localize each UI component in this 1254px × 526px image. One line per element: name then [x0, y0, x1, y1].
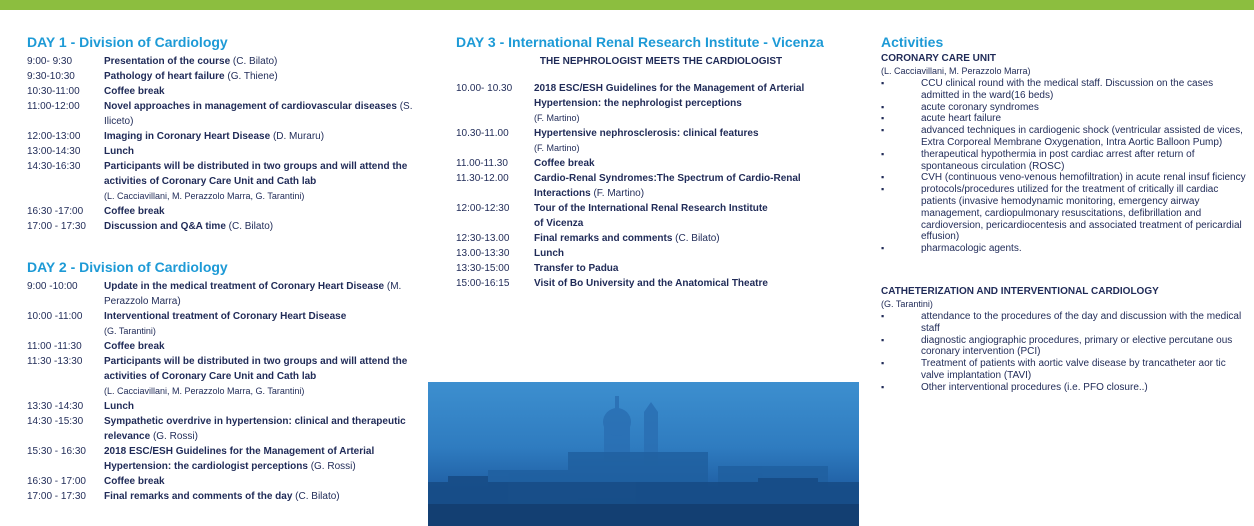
- activities-column: [881, 34, 1251, 394]
- row-speaker: (F. Martino): [534, 143, 580, 153]
- row-session: Transfer to Padua: [534, 263, 619, 274]
- schedule-row: [27, 69, 427, 84]
- row-session: Sympathetic overdrive in hypertension: clinical and therapeutic relevance: [104, 416, 406, 442]
- row-session: Final remarks and comments: [534, 233, 673, 244]
- day3-title: DAY 3 - International Renal Research Institute - Vicenza: [456, 34, 824, 50]
- row-time: 15:00-16:15: [456, 278, 510, 289]
- bullet-icon: ▪: [881, 172, 885, 183]
- row-time: 13.00-13:30: [456, 248, 510, 259]
- row-session: Coffee break: [104, 206, 165, 217]
- list-item: ▪ therapeutical hypothermia in post cardiac arrest after return of spontaneous circulation (ROSC): [881, 148, 1195, 172]
- bullet-icon: ▪: [881, 113, 885, 124]
- list-item: ▪ advanced techniques in cardiogenic shock (ventricular assisted de vices, Extra Corporeal Membrane Oxygenation, Intra Aortic Balloon Pump): [881, 125, 1243, 148]
- row-time: 13:30-15:00: [456, 263, 510, 274]
- row-session: Discussion and Q&A time: [104, 221, 226, 232]
- row-session: Tour of the International Renal Research Institute of Vicenza: [534, 203, 768, 229]
- cath-staff: (G. Tarantini): [881, 298, 933, 309]
- row-speaker: (F. Martino): [593, 188, 645, 199]
- schedule-row: [27, 99, 427, 129]
- row-time: 12:30-13.00: [456, 233, 510, 244]
- day1-schedule: [27, 54, 427, 234]
- row-time: 12:00-12:30: [456, 203, 510, 214]
- schedule-row: [456, 81, 846, 126]
- row-speaker: (C. Bilato): [228, 221, 274, 232]
- ccu-heading: CORONARY CARE UNIT: [881, 53, 997, 64]
- list-item: ▪ attendance to the procedures of the day and discussion with the medical staff: [881, 310, 1242, 334]
- row-time: 11:00 -11:30: [27, 341, 82, 352]
- row-speaker: (F. Martino): [534, 113, 580, 123]
- program-column-middle: [456, 34, 846, 291]
- schedule-row: [456, 171, 846, 201]
- ccu-list: [881, 78, 1251, 255]
- row-time: 14:30 -15:30: [27, 416, 84, 427]
- row-time: 9:30-10:30: [27, 71, 75, 82]
- row-speaker: (C. Bilato): [232, 56, 278, 67]
- row-time: 11.30-12.00: [456, 173, 509, 184]
- row-session: Cardio-Renal Syndromes:The Spectrum of Cardio-Renal Interactions: [534, 173, 801, 199]
- row-time: 16:30 -17:00: [27, 206, 84, 217]
- schedule-row: [27, 84, 427, 99]
- row-speaker: (C. Bilato): [295, 491, 340, 502]
- row-time: 15:30 - 16:30: [27, 446, 86, 457]
- schedule-row: [27, 144, 427, 159]
- schedule-row: [456, 246, 846, 261]
- schedule-row: [27, 489, 427, 504]
- row-speaker: (S. Iliceto): [104, 101, 413, 127]
- bullet-icon: ▪: [881, 125, 885, 136]
- list-item: ▪ diagnostic angiographic procedures, primary or elective percutane ous coronary intervention (PCI): [881, 334, 1233, 358]
- row-session: Lunch: [534, 248, 564, 259]
- ccu-staff: (L. Cacciavillani, M. Perazzolo Marra): [881, 66, 1031, 76]
- day1-title: DAY 1 - Division of Cardiology: [27, 34, 228, 50]
- row-time: 17:00 - 17:30: [27, 221, 86, 232]
- schedule-row: [27, 279, 427, 309]
- row-speaker: (L. Cacciavillani, M. Perazzolo Marra, G. Tarantini): [104, 191, 305, 201]
- bullet-icon: ▪: [881, 184, 885, 195]
- list-item: ▪ acute heart failure: [881, 113, 1002, 125]
- schedule-row: [27, 309, 427, 339]
- row-session: Novel approaches in management of cardiovascular diseases: [104, 101, 397, 112]
- row-session: Visit of Bo University and the Anatomical Theatre: [534, 278, 768, 289]
- row-speaker: (C. Bilato): [675, 233, 720, 244]
- row-session: Coffee break: [104, 341, 165, 352]
- row-speaker: (L. Cacciavillani, M. Perazzolo Marra, G. Tarantini): [104, 386, 305, 396]
- bullet-icon: ▪: [881, 358, 885, 369]
- day2-title: DAY 2 - Division of Cardiology: [27, 259, 228, 275]
- schedule-row: [27, 159, 427, 204]
- schedule-row: [456, 201, 846, 231]
- row-speaker: (G. Rossi): [310, 461, 356, 472]
- list-item: ▪ CCU clinical round with the medical staff. Discussion on the cases admitted in the ward(16 beds): [881, 78, 1214, 101]
- cath-list: [881, 311, 1251, 394]
- skyline-illustration: [428, 382, 859, 526]
- schedule-row: [27, 339, 427, 354]
- day3-schedule: [456, 81, 846, 291]
- row-session: Pathology of heart failure: [104, 71, 225, 82]
- schedule-row: [456, 261, 846, 276]
- schedule-row: [27, 219, 427, 234]
- row-speaker: (G. Tarantini): [104, 326, 156, 336]
- row-session: Participants will be distributed in two groups and will attend the activities of Coronary Care Unit and Cath lab: [104, 161, 408, 187]
- row-session: Imaging in Coronary Heart Disease: [104, 131, 271, 142]
- schedule-row: [27, 444, 427, 474]
- row-speaker: (G. Rossi): [152, 431, 198, 442]
- schedule-row: [27, 204, 427, 219]
- row-session: Hypertensive nephrosclerosis: clinical features: [534, 128, 759, 139]
- row-session: Interventional treatment of Coronary Heart Disease: [104, 311, 347, 322]
- list-item: ▪ pharmacologic agents.: [881, 243, 1022, 255]
- row-time: 10.30-11.00: [456, 128, 509, 139]
- row-time: 14:30-16:30: [27, 161, 81, 172]
- row-session: Presentation of the course: [104, 56, 231, 67]
- row-session: 2018 ESC/ESH Guidelines for the Management of Arterial Hypertension: the cardiologist perceptions: [104, 446, 375, 472]
- row-speaker: (D. Muraru): [272, 131, 325, 142]
- city-skyline-photo: [428, 382, 859, 526]
- row-time: 10:00 -11:00: [27, 311, 83, 322]
- row-time: 11:00-12:00: [27, 101, 80, 112]
- cath-heading: CATHETERIZATION AND INTERVENTIONAL CARDIOLOGY: [881, 285, 1159, 297]
- schedule-row: [27, 414, 427, 444]
- activities-title: Activities: [881, 34, 944, 50]
- schedule-row: [27, 474, 427, 489]
- row-time: 10:30-11:00: [27, 86, 80, 97]
- row-time: 11.00-11.30: [456, 158, 508, 169]
- schedule-row: [27, 354, 427, 399]
- schedule-row: [456, 276, 846, 291]
- bullet-icon: ▪: [881, 148, 885, 159]
- row-session: Coffee break: [534, 158, 595, 169]
- bullet-icon: ▪: [881, 101, 885, 112]
- row-time: 10.00- 10.30: [456, 83, 513, 94]
- schedule-row: [456, 126, 846, 156]
- row-session: Participants will be distributed in two groups and will attend the activities of Coronary Care Unit and Cath lab: [104, 356, 408, 382]
- row-session: Final remarks and comments of the day: [104, 491, 293, 502]
- row-session: Lunch: [104, 146, 134, 157]
- bullet-icon: ▪: [881, 310, 885, 321]
- schedule-row: [27, 399, 427, 414]
- row-time: 13:00-14:30: [27, 146, 81, 157]
- schedule-row: [456, 156, 846, 171]
- bullet-icon: ▪: [881, 78, 885, 88]
- program-column-left: [27, 34, 427, 504]
- row-time: 11:30 -13:30: [27, 356, 83, 367]
- schedule-row: [456, 231, 846, 246]
- row-time: 16:30 - 17:00: [27, 476, 86, 487]
- list-item: ▪ Treatment of patients with aortic valve disease by trancatheter aor tic valve implantation (TAVI): [881, 358, 1226, 381]
- row-session: Coffee break: [104, 86, 165, 97]
- schedule-row: [27, 129, 427, 144]
- bullet-icon: ▪: [881, 381, 885, 392]
- row-time: 13:30 -14:30: [27, 401, 84, 412]
- top-accent-bar: [0, 0, 1254, 10]
- row-speaker: (M. Perazzolo Marra): [104, 281, 402, 307]
- row-session: Coffee break: [104, 476, 165, 487]
- list-item: ▪ protocols/procedures utilized for the treatment of critically ill cardiac patients (invasive hemodynamic monitoring, emergency airway management, cardiopulmonary resuscitations, defibrillation and cardioversion, pericardiocentesis and associated treatment of pericardial effusion): [881, 184, 1242, 243]
- row-time: 12:00-13:00: [27, 131, 81, 142]
- bullet-icon: ▪: [881, 243, 885, 254]
- list-item: ▪ acute coronary syndromes: [881, 101, 1039, 113]
- row-time: 9:00 -10:00: [27, 281, 78, 292]
- row-session: 2018 ESC/ESH Guidelines for the Management of Arterial Hypertension: the nephrologist perceptions: [534, 83, 805, 109]
- row-session: Update in the medical treatment of Coronary Heart Disease: [104, 281, 385, 292]
- list-item: ▪ Other interventional procedures (i.e. PFO closure..): [881, 381, 1148, 393]
- day2-schedule: [27, 279, 427, 504]
- row-session: Lunch: [104, 401, 134, 412]
- day3-subtitle: THE NEPHROLOGIST MEETS THE CARDIOLOGIST: [539, 56, 783, 67]
- schedule-row: [27, 54, 427, 69]
- bullet-icon: ▪: [881, 334, 885, 345]
- row-time: 9:00- 9:30: [27, 56, 73, 67]
- row-time: 17:00 - 17:30: [27, 491, 86, 502]
- list-item: ▪ CVH (continuous veno-venous hemofiltration) in acute renal insuf ficiency: [881, 172, 1246, 184]
- row-speaker: (G. Thiene): [227, 71, 278, 82]
